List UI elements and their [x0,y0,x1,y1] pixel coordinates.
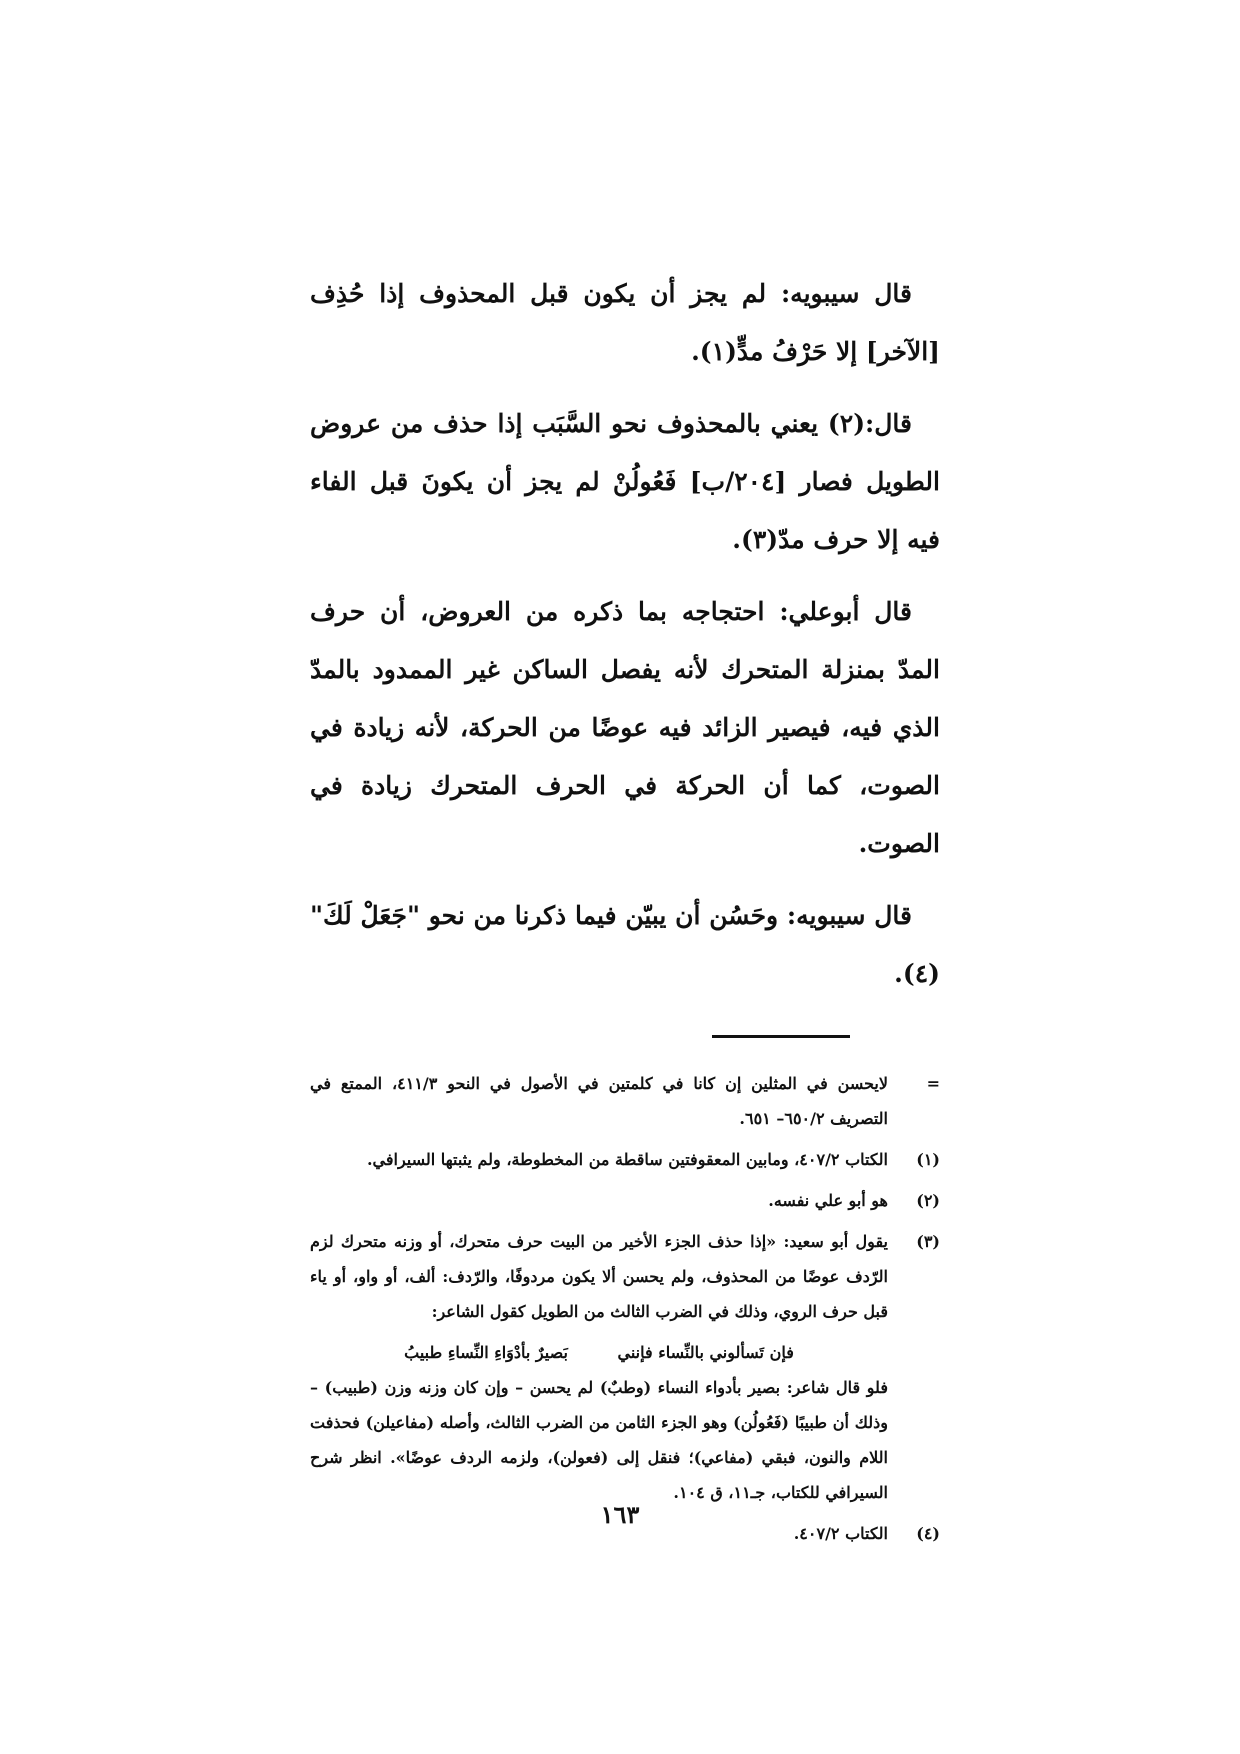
footnote-separator [712,1035,850,1038]
footnote-continuation [310,1066,940,1136]
footnote-text: الكتاب ٤٠٧/٢، ومابين المعقوفتين ساقطة من المخطوطة، ولم يثبتها السيرافي. [366,1150,888,1169]
footnote-text: فلو قال شاعر: بصير بأدواء النساء (وطبٌ) لم يحسن – وإن كان وزنه وزن (طبيب) – وذلك أن طبيبًا (فَعُولُن) وهو الجزء الثامن من الضرب الثالث، وأصله (مفاعيلن) فحذفت اللام والنون، فبقي (مفاعي)؛ فنقل إلى (فعولن)، ولزمه الردف عوضًا». انظر شرح السيرافي للكتاب، جـ١١، ق ١٠٤. [310,1378,888,1502]
footnote-1 [310,1142,940,1177]
paragraph-4 [310,887,940,1003]
paragraph-text: قال أبوعلي: احتجاجه بما ذكره من العروض، أن حرف المدّ بمنزلة المتحرك لأنه يفصل الساكن غير الممدود بالمدّ الذي فيه، فيصير الزائد فيه عوضًا من الحركة، لأنه زيادة في الصوت، كما أن الحركة في الحرف المتحرك زيادة في الصوت. [310,597,940,858]
verse-second-hemistich: بَصيرٌ بأدْوَاءِ النِّساءِ طبيبُ [404,1343,568,1362]
footnote-text: لايحسن في المثلين إن كانا في كلمتين في الأصول في النحو ٤١١/٣، الممتع في التصريف ٦٥٠/٢– ٦٥١. [310,1074,889,1128]
paragraph-3 [310,583,940,873]
footnote-text: هو أبو علي نفسه. [768,1191,888,1210]
page-body [310,265,940,1557]
speaker-label: قال سيبويه: [780,279,913,308]
paragraph-text: لم يجز أن يكون قبل المحذوف إذا حُذِف [الآخر] إلا حَرْفُ مدٍّ(١). [310,279,940,366]
footnote-text: يقول أبو سعيد: «إذا حذف الجزء الأخير من البيت حرف متحرك، أو وزنه متحرك لزم الرّدف عوضًا من المحذوف، ولم يحسن ألا يكون مردوفًا، والرّدف: ألف، أو واو، أو ياء قبل حرف الروي، وذلك في الضرب الثالث من الطويل كقول الشاعر: [310,1232,888,1321]
paragraph-2 [310,395,940,569]
page-number: ١٦٣ [600,1500,640,1529]
footnote-mark: (١) [916,1150,940,1169]
paragraph-1 [310,265,940,381]
footnote-text: الكتاب ٤٠٧/٢. [793,1524,888,1543]
footnote-3-continued [310,1370,940,1510]
footnote-2 [310,1183,940,1218]
speaker-label: قال: [865,409,912,438]
paragraph-text: وحَسُن أن يبيّن فيما ذكرنا من نحو "جَعَلْ لَكَ"(٤). [310,901,940,988]
footnote-mark: (٢) [916,1191,940,1210]
paragraph-text: (٢) يعني بالمحذوف نحو السَّبَب إذا حذف من عروض الطويل فصار [٢٠٤/ب] فَعُولُنْ لم يجز أن يكونَ قبل الفاء فيه إلا حرف مدّ(٣). [310,409,940,554]
footnote-mark-spacer [888,1370,940,1510]
footnote-mark: (٣) [916,1232,940,1251]
verse-first-hemistich: فإن تَسألوني بالنِّساء فإنني [617,1343,794,1362]
poetry-verse [310,1335,940,1370]
footnote-3 [310,1224,940,1329]
footnote-mark: = [926,1074,940,1093]
speaker-label: قال سيبويه: [786,901,912,930]
footnote-mark: (٤) [916,1524,940,1543]
